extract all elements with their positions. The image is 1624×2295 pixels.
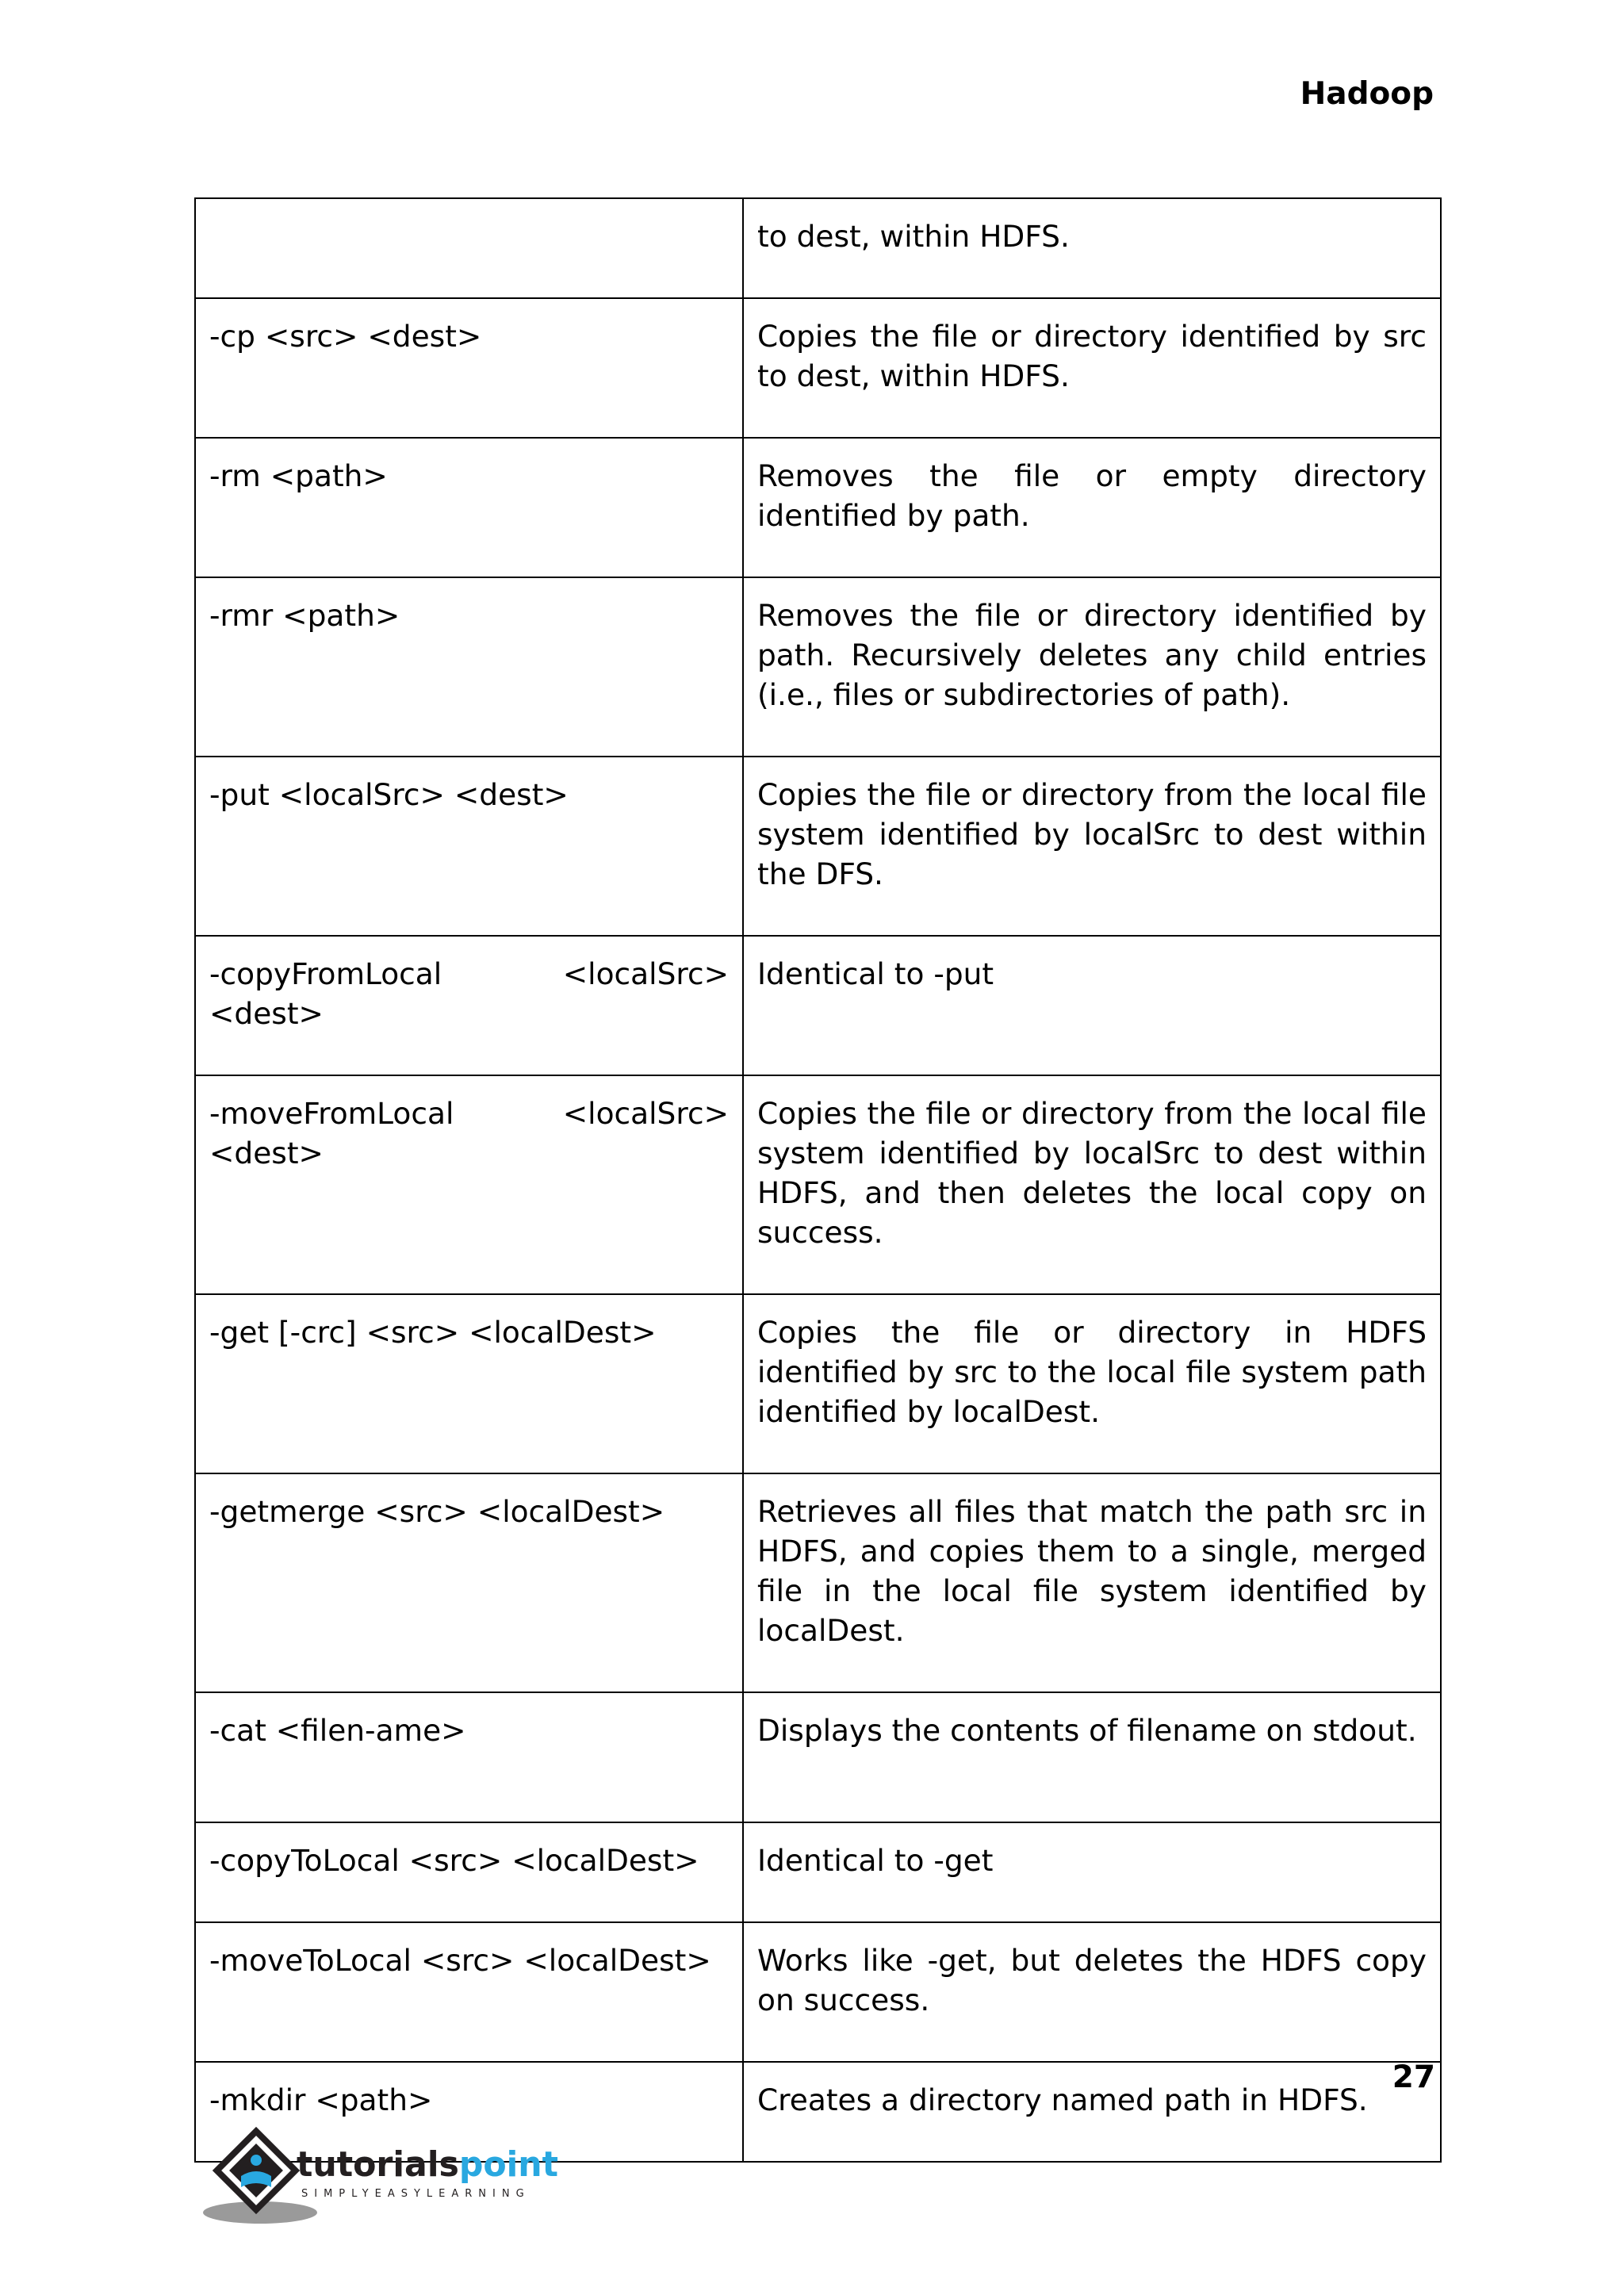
table-row xyxy=(195,577,1441,757)
description-cell: Removes the file or directory identified by path. Recursively deletes any child entries (i.e., files or subdirectories of path). xyxy=(743,577,1441,757)
description-cell: Copies the file or directory identified by src to dest, within HDFS. xyxy=(743,298,1441,438)
page-number: 27 xyxy=(1392,2059,1435,2095)
command-cell: -moveFromLocal <localSrc> <dest> xyxy=(195,1075,743,1294)
command-cell: -cp <src> <dest> xyxy=(195,298,743,438)
description-cell: Creates a directory named path in HDFS. xyxy=(743,2062,1441,2162)
description-cell: to dest, within HDFS. xyxy=(743,198,1441,298)
table-row xyxy=(195,936,1441,1075)
table-row xyxy=(195,757,1441,936)
command-cell: -cat <filen-ame> xyxy=(195,1692,743,1822)
description-cell: Works like -get, but deletes the HDFS copy on success. xyxy=(743,1922,1441,2062)
description-cell: Removes the file or empty directory identified by path. xyxy=(743,438,1441,577)
command-cell: -getmerge <src> <localDest> xyxy=(195,1473,743,1692)
description-cell: Copies the file or directory from the local file system identified by localSrc to dest within the DFS. xyxy=(743,757,1441,936)
logo-figure-head xyxy=(251,2155,262,2166)
table-row xyxy=(195,438,1441,577)
command-cell: -moveToLocal <src> <localDest> xyxy=(195,1922,743,2062)
page-header-title: Hadoop xyxy=(1300,76,1434,112)
command-cell: -copyFromLocal <localSrc> <dest> xyxy=(195,936,743,1075)
command-cell xyxy=(195,198,743,298)
command-cell: -rm <path> xyxy=(195,438,743,577)
command-cell: -mkdir <path> xyxy=(195,2062,743,2162)
tutorialspoint-logo xyxy=(195,2117,568,2228)
table-row xyxy=(195,298,1441,438)
description-cell: Copies the file or directory in HDFS identified by src to the local file system path identified by localDest. xyxy=(743,1294,1441,1473)
table-row xyxy=(195,1922,1441,2062)
description-cell: Identical to -get xyxy=(743,1822,1441,1922)
description-cell: Retrieves all files that match the path src in HDFS, and copies them to a single, merged file in the local file system identified by localDest. xyxy=(743,1473,1441,1692)
table-row xyxy=(195,1692,1441,1822)
table-row xyxy=(195,198,1441,298)
command-cell: -rmr <path> xyxy=(195,577,743,757)
description-cell: Displays the contents of filename on stdout. xyxy=(743,1692,1441,1822)
command-cell: -put <localSrc> <dest> xyxy=(195,757,743,936)
logo-tagline: SIMPLYEASYLEARNING xyxy=(301,2188,530,2200)
description-cell: Identical to -put xyxy=(743,936,1441,1075)
hdfs-commands-table xyxy=(194,197,1442,2163)
table-row xyxy=(195,1822,1441,1922)
command-cell: -get [-crc] <src> <localDest> xyxy=(195,1294,743,1473)
command-cell: -copyToLocal <src> <localDest> xyxy=(195,1822,743,1922)
logo-wordmark: tutorialspoint xyxy=(297,2144,562,2185)
table-row xyxy=(195,1294,1441,1473)
description-cell: Copies the file or directory from the local file system identified by localSrc to dest within HDFS, and then deletes the local copy on success. xyxy=(743,1075,1441,1294)
table-row xyxy=(195,1075,1441,1294)
table-row xyxy=(195,1473,1441,1692)
